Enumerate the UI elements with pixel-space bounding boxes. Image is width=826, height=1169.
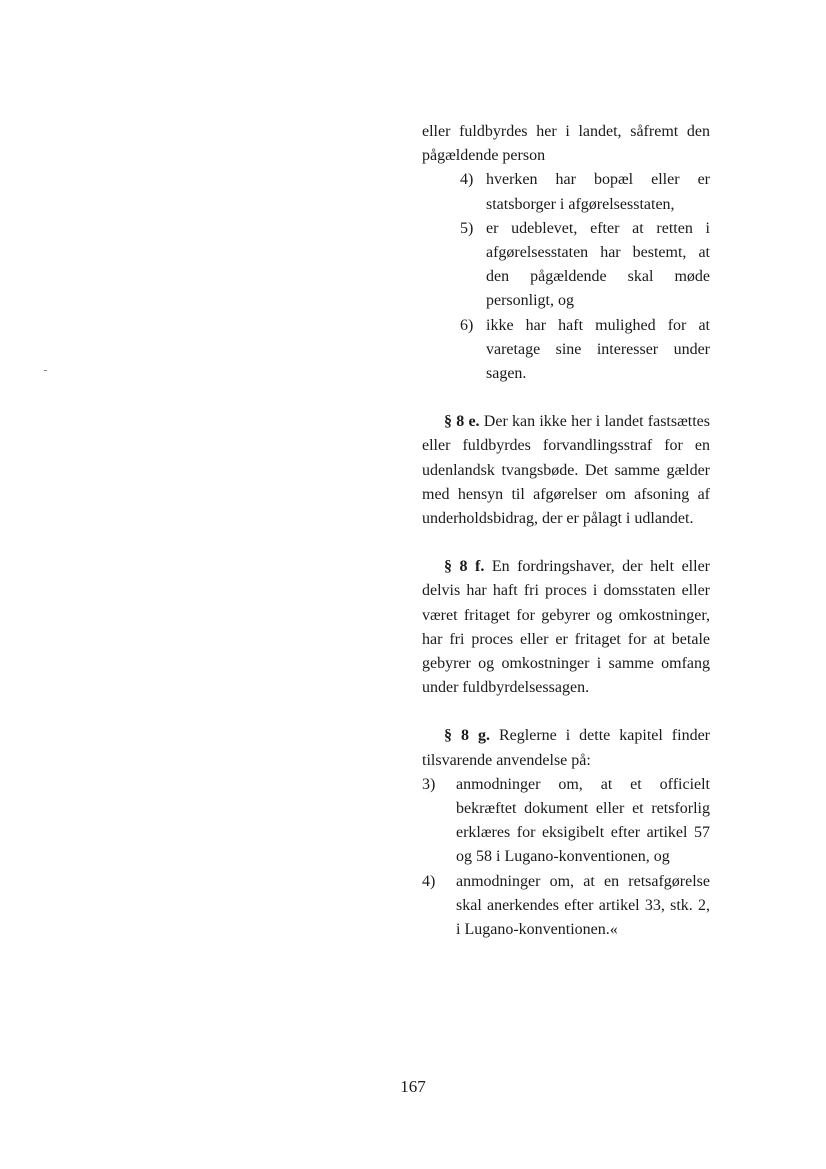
- list-item: [460, 217, 710, 314]
- section-heading: § 8 f.: [444, 558, 485, 576]
- section-heading: § 8 e.: [444, 413, 480, 431]
- section-8f: [422, 555, 710, 700]
- list-item-text: ikke har haft mulighed for at varetage sine interesser under sagen.: [486, 316, 710, 383]
- list-item-text: er udeblevet, efter at retten i afgørelsesstaten har bestemt, at den pågældende skal møde personligt, og: [486, 219, 710, 310]
- text-column: [422, 120, 710, 942]
- list-item-number: 6): [460, 316, 474, 334]
- section-8e: [422, 410, 710, 531]
- list-item-text: anmodninger om, at et officielt bekræftet dokument eller et retsforlig erklæres for eksigibelt efter artikel 57 og 58 i Lugano-konventionen, og: [456, 775, 710, 866]
- list-item-number: 4): [422, 872, 436, 890]
- intro-paragraph: eller fuldbyrdes her i landet, såfremt den pågældende person: [422, 123, 710, 165]
- list-item-number: 5): [460, 219, 474, 237]
- list-item: [422, 773, 710, 870]
- numbered-list-2: [422, 773, 710, 942]
- numbered-list-1: [460, 168, 710, 386]
- section-8g: [422, 724, 710, 772]
- list-item-text: hverken har bopæl eller er statsborger i afgørelsesstaten,: [486, 171, 710, 213]
- scan-speck: [44, 370, 47, 371]
- section-text: Der kan ikke her i landet fastsættes eller fuldbyrdes forvandlingsstraf for en udenlandsk tvangsbøde. Det samme gælder med hensyn til afgørelser om afsoning af underholdsbidrag, der er pålagt i udlandet.: [422, 413, 710, 528]
- list-item: [460, 314, 710, 387]
- section-text: Reglerne i dette kapitel finder tilsvarende anvendelse på:: [422, 727, 711, 769]
- list-item-number: 3): [422, 775, 436, 793]
- list-item-text: anmodninger om, at en retsafgørelse skal anerkendes efter artikel 33, stk. 2, i Lugano-konventionen.«: [456, 872, 710, 939]
- list-item-number: 4): [460, 171, 474, 189]
- list-item: [422, 870, 710, 943]
- section-text: En fordringshaver, der helt eller delvis har haft fri proces i domsstaten eller været fritaget for gebyrer og omkostninger, har fri proces eller er fritaget for at betale gebyrer og omkostninger i samme omfang under fuldbyrdelsessagen.: [422, 558, 710, 697]
- section-heading: § 8 g.: [444, 727, 490, 745]
- list-item: [460, 168, 710, 216]
- page-number: 167: [400, 1077, 426, 1096]
